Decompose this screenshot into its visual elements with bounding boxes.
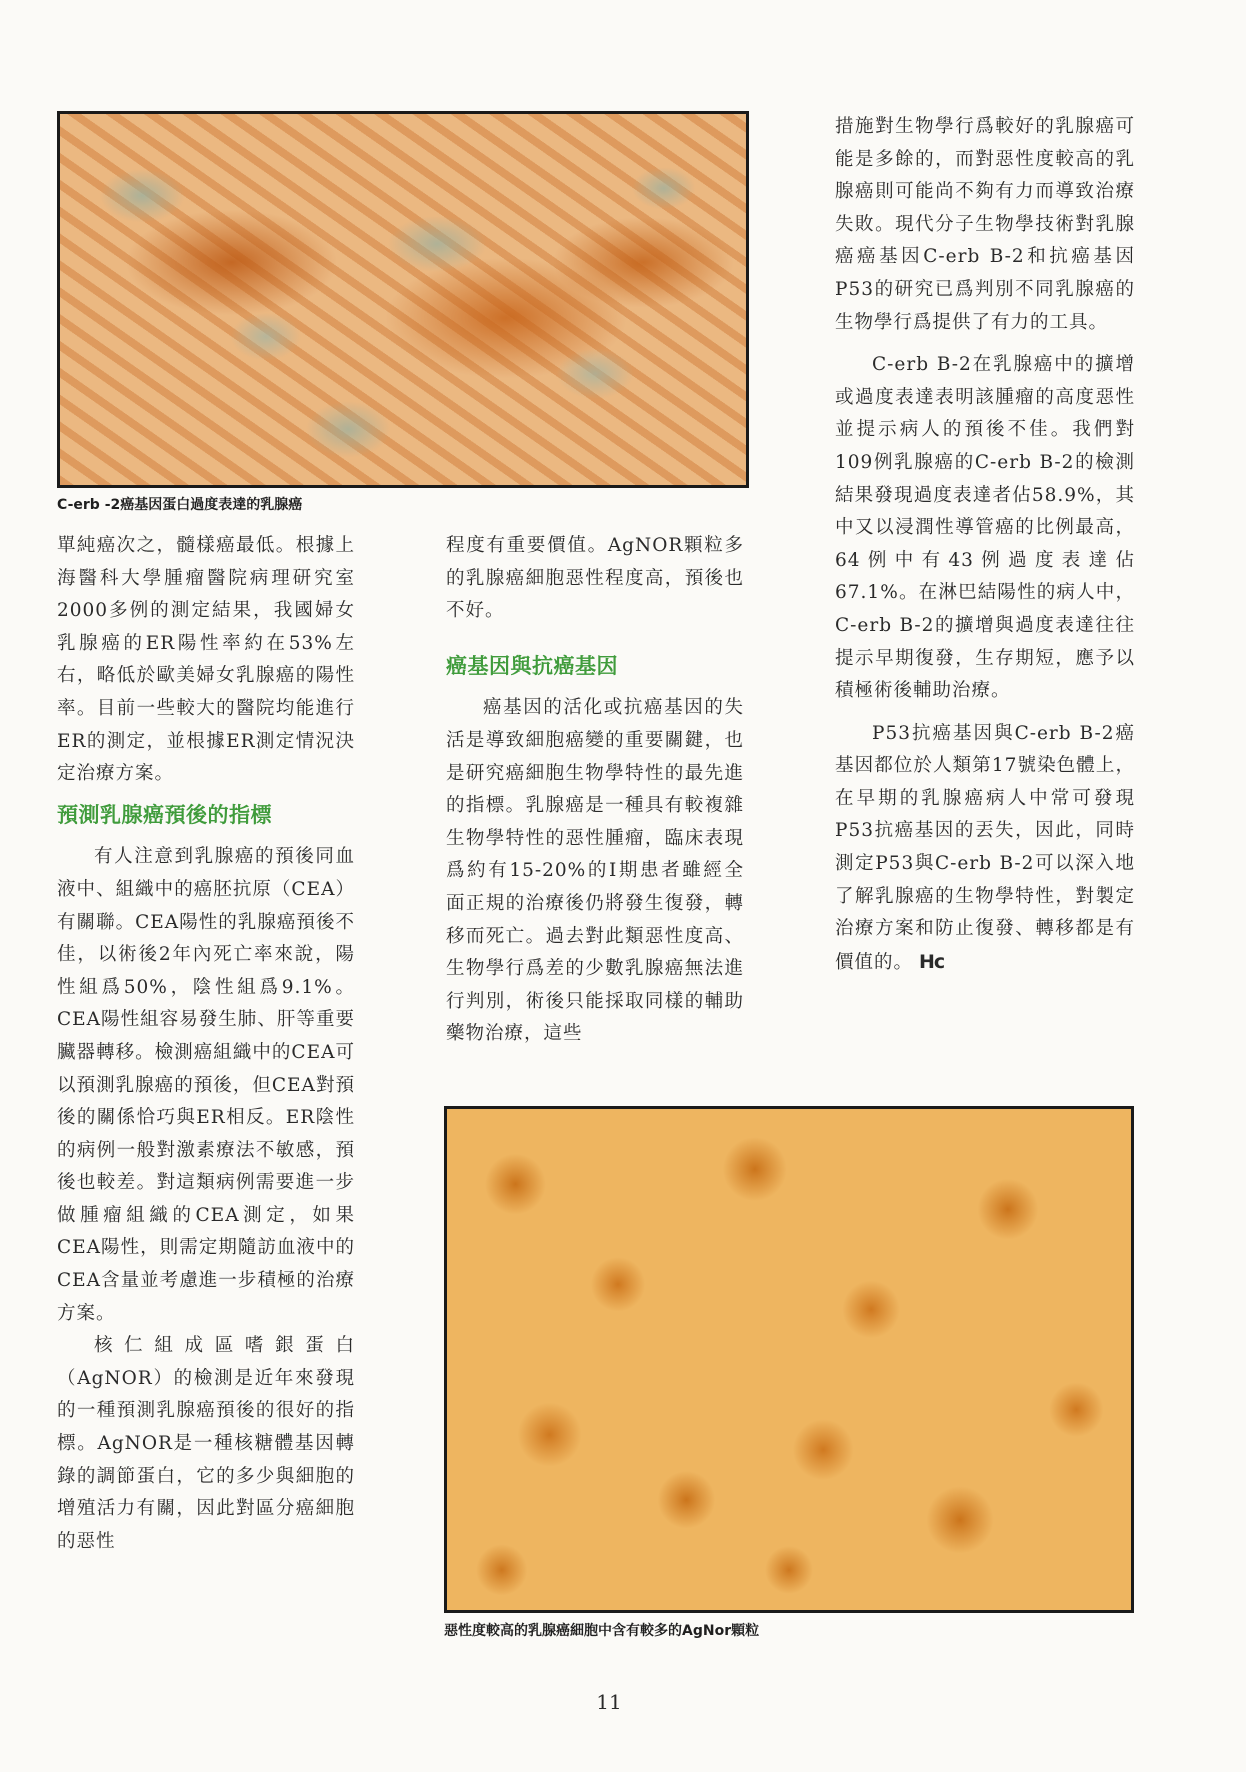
column-3-paragraph-1: 措施對生物學行爲較好的乳腺癌可能是多餘的，而對惡性度較高的乳腺癌則可能尚不夠有力而導致治療失敗。現代分子生物學技術對乳腺癌癌基因C-erb B-2和抗癌基因P53的研究已爲判別不同乳腺癌的生物學行爲提供了有力的工具。 bbox=[835, 116, 1135, 333]
section-heading-oncogenes: 癌基因與抗癌基因 bbox=[446, 653, 618, 678]
column-2-paragraph-1: 程度有重要價值。AgNOR顆粒多的乳腺癌細胞惡性程度高，預後也不好。 bbox=[446, 535, 744, 622]
page-number: 11 bbox=[596, 1690, 622, 1714]
column-3-paragraph-2: C-erb B-2在乳腺癌中的擴增或過度表達表明該腫瘤的高度惡性並提示病人的預後不佳。我們對109例乳腺癌的C-erb B-2的檢測結果發現過度表達者佔58.9%，其中又以浸潤性導管癌的比例最高，64例中有43例過度表達佔67.1%。在淋巴結陽性的病人中，C-erb B-2的擴增與過度表達往往提示早期復發，生存期短，應予以積極術後輔助治療。 bbox=[835, 354, 1135, 702]
figure-2-photo bbox=[444, 1106, 1134, 1613]
text-column-1 bbox=[57, 530, 355, 1558]
end-mark-logo: Hc bbox=[919, 950, 945, 973]
section-heading-prognosis: 預測乳腺癌預後的指標 bbox=[57, 802, 272, 827]
figure-1-caption: C-erb -2癌基因蛋白過度表達的乳腺癌 bbox=[57, 497, 303, 513]
column-2-paragraph-2: 癌基因的活化或抗癌基因的失活是導致細胞癌變的重要關鍵，也是研究癌細胞生物學特性的最先進的指標。乳腺癌是一種具有較複雜生物學特性的惡性腫瘤，臨床表現爲約有15-20%的I期患者雖經全面正規的治療後仍將發生復發，轉移而死亡。過去對此類惡性度高、生物學行爲差的少數乳腺癌無法進行判別，術後只能採取同樣的輔助藥物治療，這些 bbox=[446, 697, 744, 1045]
text-column-3 bbox=[835, 111, 1135, 979]
figure-2-caption: 惡性度較高的乳腺癌細胞中含有較多的AgNor顆粒 bbox=[444, 1623, 760, 1639]
column-1-paragraph-3: 核仁組成區嗜銀蛋白（AgNOR）的檢測是近年來發現的一種預測乳腺癌預後的很好的指標。AgNOR是一種核糖體基因轉錄的調節蛋白，它的多少與細胞的增殖活力有關，因此對區分癌細胞的惡性 bbox=[57, 1335, 355, 1552]
text-column-2 bbox=[446, 530, 744, 1051]
figure-1-photo bbox=[57, 111, 749, 488]
column-1-paragraph-2: 有人注意到乳腺癌的預後同血液中、組織中的癌胚抗原（CEA）有關聯。CEA陽性的乳腺癌預後不佳，以術後2年內死亡率來說，陽性組爲50%，陰性組爲9.1%。CEA陽性組容易發生肺、肝等重要臟器轉移。檢測癌組織中的CEA可以預測乳腺癌的預後，但CEA對預後的關係恰巧與ER相反。ER陰性的病例一般對激素療法不敏感，預後也較差。對這類病例需要進一步做腫瘤組織的CEA測定，如果CEA陽性，則需定期隨訪血液中的CEA含量並考慮進一步積極的治療方案。 bbox=[57, 846, 355, 1324]
column-3-paragraph-3-text: P53抗癌基因與C-erb B-2癌基因都位於人類第17號染色體上，在早期的乳腺癌病人中常可發現P53抗癌基因的丟失，因此，同時測定P53與C-erb B-2可以深入地了解乳腺癌的生物學特性，對製定治療方案和防止復發、轉移都是有價值的。 bbox=[835, 722, 1135, 973]
column-1-paragraph-1: 單純癌次之，髓樣癌最低。根據上海醫科大學腫瘤醫院病理研究室2000多例的測定結果，我國婦女乳腺癌的ER陽性率約在53%左右，略低於歐美婦女乳腺癌的陽性率。目前一些較大的醫院均能進行ER的測定，並根據ER測定情況決定治療方案。 bbox=[57, 535, 355, 785]
column-3-paragraph-3 bbox=[835, 718, 1135, 980]
